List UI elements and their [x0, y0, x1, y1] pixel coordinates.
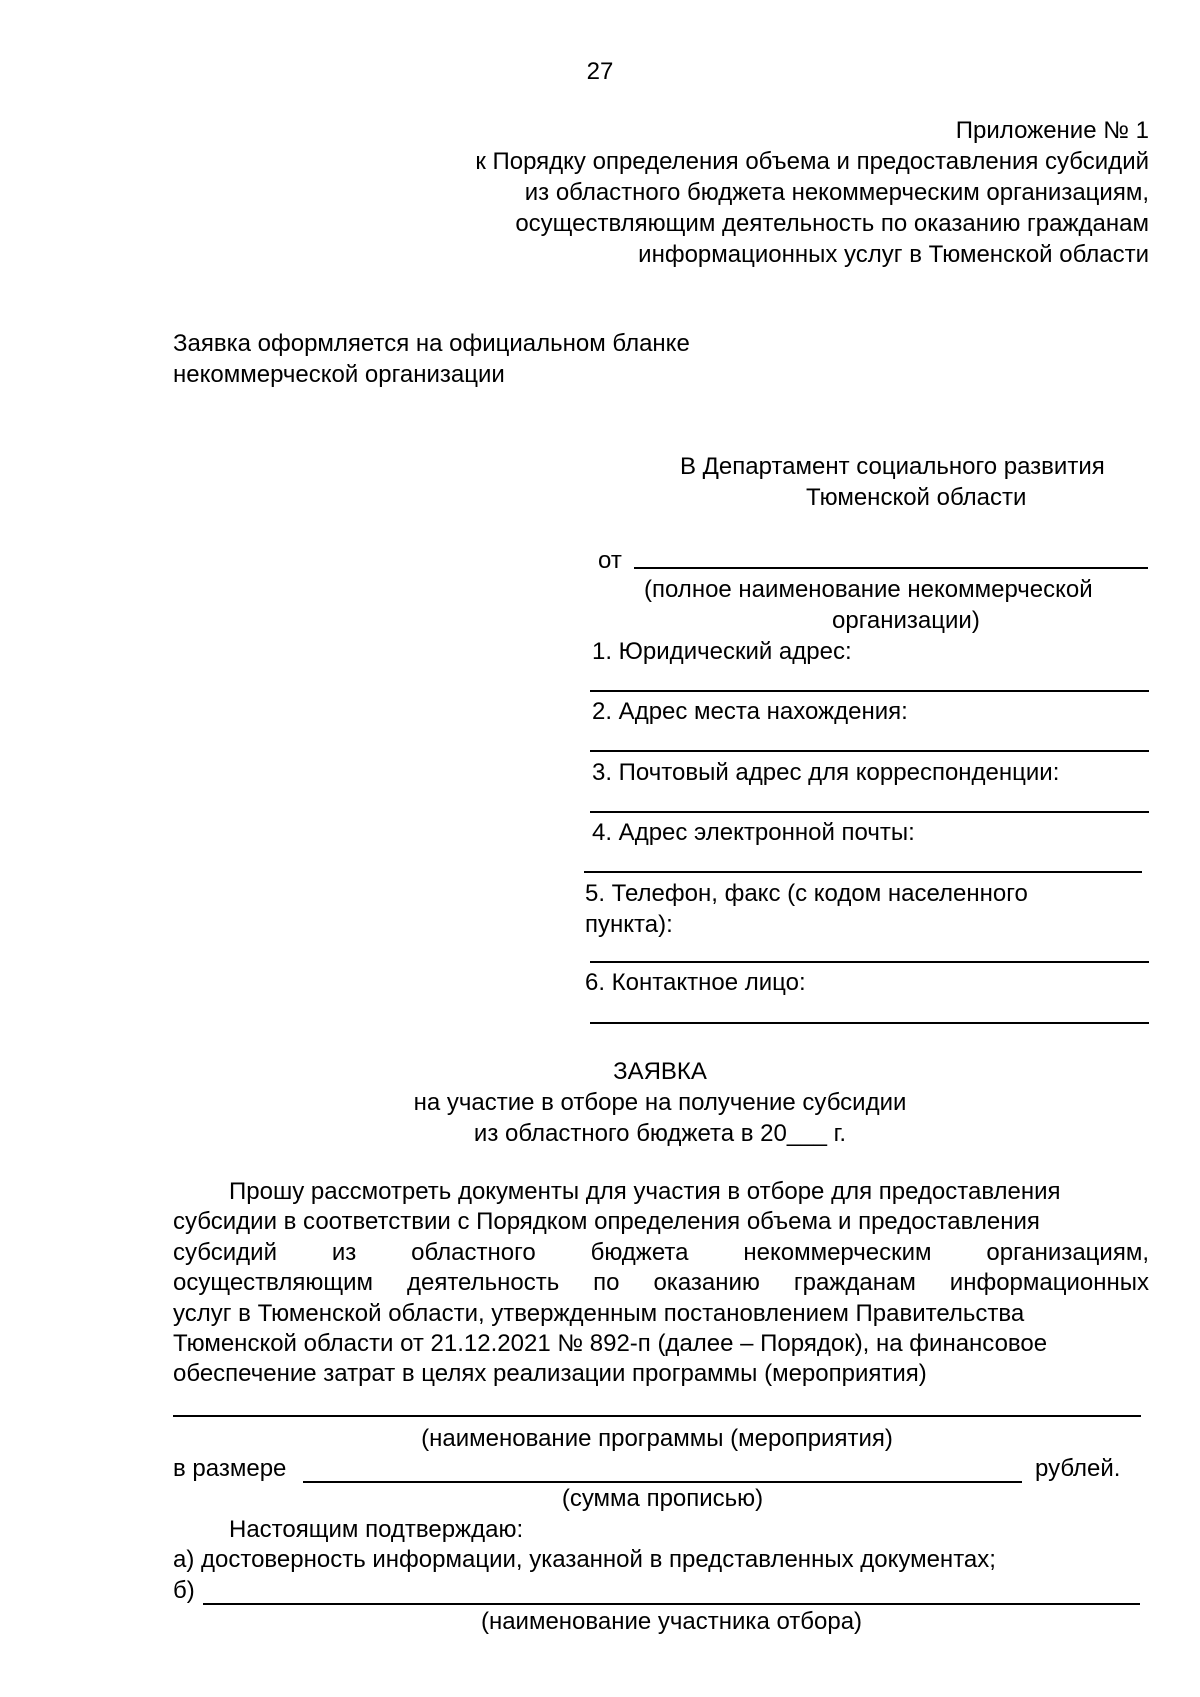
annex-line: осуществляющим деятельность по оказанию гражданам: [515, 210, 1149, 237]
field-line: [590, 1022, 1149, 1024]
annex-line: к Порядку определения объема и предоставления субсидий: [475, 148, 1149, 175]
body-line: осуществляющим деятельность по оказанию гражданам информационных: [173, 1269, 1149, 1296]
heading-line: из областного бюджета в 20___ г.: [473, 1120, 847, 1147]
field-line: [590, 750, 1149, 752]
field-phone-cont: пункта):: [585, 911, 673, 938]
body-line: обеспечение затрат в целях реализации программы (мероприятия): [173, 1360, 927, 1387]
annex-line: из областного бюджета некоммерческим организациям,: [524, 179, 1149, 206]
body-line: Прошу рассмотреть документы для участия в отборе для предоставления: [229, 1178, 1061, 1205]
confirm-item-b-prefix: б): [173, 1577, 195, 1604]
participant-caption: (наименование участника отбора): [480, 1608, 863, 1635]
from-caption: (полное наименование некоммерческой: [644, 576, 1093, 603]
blank-note-line: некоммерческой организации: [173, 361, 505, 388]
field-line: [590, 690, 1149, 692]
amount-line: [303, 1481, 1022, 1483]
field-contact-person: 6. Контактное лицо:: [585, 969, 806, 996]
field-email: 4. Адрес электронной почты:: [592, 819, 915, 846]
heading-title: ЗАЯВКА: [613, 1058, 707, 1085]
program-caption: (наименование программы (мероприятия): [421, 1425, 893, 1452]
participant-name-line: [203, 1603, 1140, 1605]
from-label: от: [598, 547, 622, 574]
body-line: субсидий из областного бюджета некоммерческим организациям,: [173, 1239, 1149, 1266]
annex-title: Приложение № 1: [955, 117, 1149, 144]
field-line: [590, 961, 1149, 963]
confirm-item-a: а) достоверность информации, указанной в представленных документах;: [173, 1546, 996, 1573]
field-line: [590, 811, 1149, 813]
blank-note-line: Заявка оформляется на официальном бланке: [173, 330, 690, 357]
amount-suffix: рублей.: [1035, 1455, 1121, 1482]
amount-caption: (сумма прописью): [561, 1485, 764, 1512]
program-name-line: [173, 1415, 1141, 1417]
addressee-line: Тюменской области: [806, 484, 1027, 511]
amount-prefix: в размере: [173, 1455, 287, 1482]
body-line: услуг в Тюменской области, утвержденным постановлением Правительства: [173, 1300, 1025, 1327]
confirm-intro: Настоящим подтверждаю:: [229, 1516, 524, 1543]
field-location-address: 2. Адрес места нахождения:: [592, 698, 908, 725]
addressee-line: В Департамент социального развития: [680, 453, 1105, 480]
from-caption: организации): [832, 607, 980, 634]
body-line: Тюменской области от 21.12.2021 № 892-п (далее – Порядок), на финансовое: [173, 1330, 1048, 1357]
field-phone: 5. Телефон, факс (с кодом населенного: [585, 880, 1028, 907]
field-legal-address: 1. Юридический адрес:: [592, 638, 852, 665]
from-name-line: [634, 567, 1148, 569]
annex-line: информационных услуг в Тюменской области: [638, 241, 1149, 268]
page-number: 27: [586, 58, 614, 85]
field-postal-address: 3. Почтовый адрес для корреспонденции:: [592, 759, 1060, 786]
heading-line: на участие в отборе на получение субсидии: [413, 1089, 907, 1116]
body-line: субсидии в соответствии с Порядком определения объема и предоставления: [173, 1208, 1040, 1235]
field-line: [584, 871, 1142, 873]
